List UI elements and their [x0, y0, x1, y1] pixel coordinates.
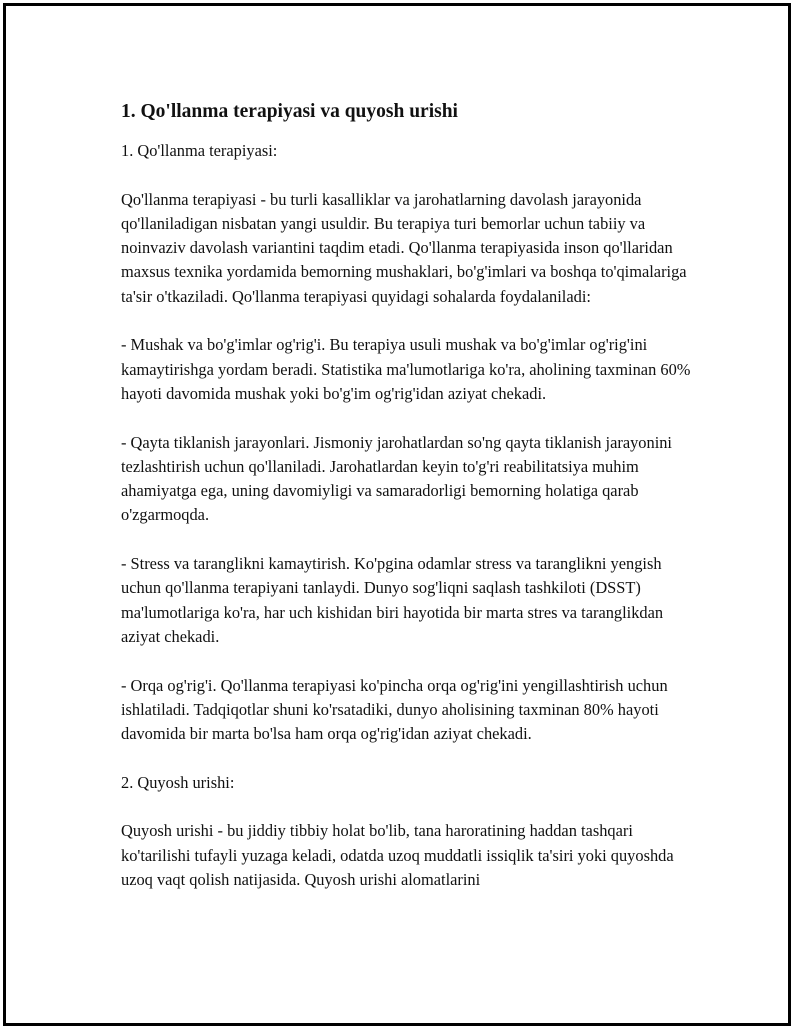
paragraph-sunstroke: Quyosh urishi - bu jiddiy tibbiy holat bo'lib, tana haroratining haddan tashqari ko'tarilishi tufayli yuzaga keladi, odatda uzoq muddatli issiqlik ta'siri yoki quyoshda uzoq vaqt qolish natijasida. Quyosh urishi alomatlarini	[121, 821, 674, 889]
paragraph-recovery: - Qayta tiklanish jarayonlari. Jismoniy jarohatlardan so'ng qayta tiklanish jarayonini tezlashtirish uchun qo'llaniladi. Jarohatlardan keyin to'g'ri reabilitatsiya muhim ahamiyatga ega, uning davomiyligi va samaradorligi bemorning holatiga qarab o'zgarmoqda.	[121, 432, 672, 525]
section-heading-manual-therapy: 1. Qo'llanma terapiyasi:	[121, 141, 278, 160]
paragraph-intro: Qo'llanma terapiyasi - bu turli kasalliklar va jarohatlarning davolash jarayonida qo'llaniladigan nisbatan yangi usuldir. Bu terapiya turi bemorlar uchun tabiiy va noinvaziv davolash variantini taqdim etadi. Qo'llanma terapiyasida inson qo'llaridan maxsus texnika yordamida bemorning mushaklari, bo'g'imlari va boshqa to'qimalariga ta'sir o'tkaziladi. Qo'llanma terapiyasi quyidagi sohalarda foydalaniladi:	[121, 189, 687, 306]
paragraph-back-pain: - Orqa og'rig'i. Qo'llanma terapiyasi ko'pincha orqa og'rig'ini yengillashtirish uchun ishlatiladi. Tadqiqotlar shuni ko'rsatadiki, dunyo aholisining taxminan 80% hayoti davomida bir marta bo'lsa ham orqa og'rig'idan aziyat chekadi.	[121, 675, 668, 744]
page-frame	[3, 3, 791, 1026]
section-heading-sunstroke: 2. Quyosh urishi:	[121, 772, 235, 792]
document-body	[121, 99, 691, 917]
paragraph-muscle-joint-pain: - Mushak va bo'g'imlar og'rig'i. Bu terapiya usuli mushak va bo'g'imlar og'rig'ini kamaytirishga yordam beradi. Statistika ma'lumotlariga ko'ra, aholining taxminan 60% hayoti davomida mushak yoki bo'g'im og'rig'idan aziyat chekadi.	[121, 335, 691, 403]
document-title: 1. Qo'llanma terapiyasi va quyosh urishi	[121, 101, 458, 122]
paragraph-stress: - Stress va taranglikni kamaytirish. Ko'pgina odamlar stress va taranglikni yengish uchun qo'llanma terapiyani tanlaydi. Dunyo sog'liqni saqlash tashkiloti (DSST) ma'lumotlariga ko'ra, har uch kishidan biri hayotida bir marta stres va taranglikdan aziyat chekadi.	[121, 554, 664, 646]
